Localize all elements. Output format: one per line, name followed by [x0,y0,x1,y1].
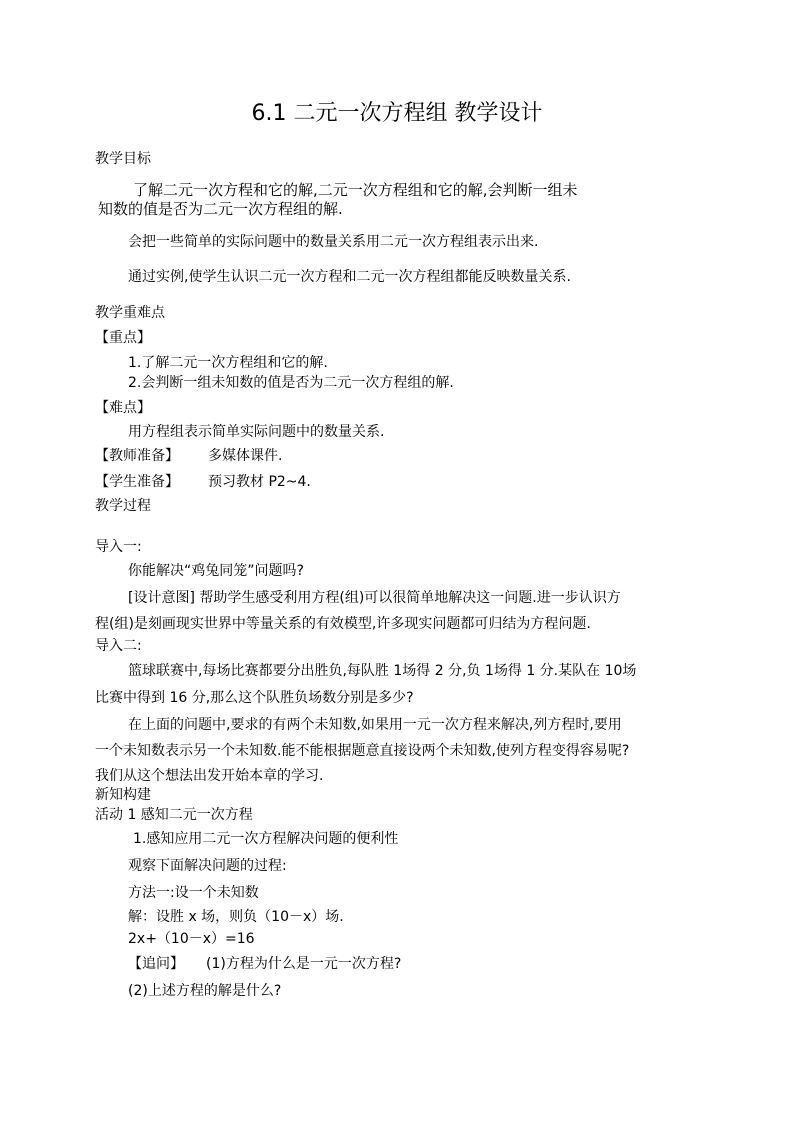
process-heading: 教学过程 [95,498,151,514]
followup-label: 【追问】 [128,956,184,972]
page-title: 6.1 二元一次方程组 教学设计 [251,101,543,126]
intro1-label: 导入一: [95,539,142,555]
goal-text-2: 会把一些简单的实际问题中的数量关系用二元一次方程组表示出来. [128,234,539,250]
key-label: 【重点】 [95,330,151,346]
difficulty-text: 用方程组表示简单实际问题中的数量关系. [128,424,385,440]
difficulty-label: 【难点】 [95,400,151,416]
intro2-p1-line-2: 比赛中得到 16 分,那么这个队胜负场数分别是多少? [95,690,414,706]
goal-text-line-2: 知数的值是否为二元一次方程组的解. [98,200,343,218]
followup-question-1: (1)方程为什么是一元一次方程? [206,956,402,972]
student-prep-label: 【学生准备】 [95,474,179,490]
student-prep-text: 预习教材 P2~4. [208,474,311,490]
activity-1-heading: 活动 1 感知二元一次方程 [95,807,253,823]
teacher-prep-text: 多媒体课件. [208,448,283,464]
intro2-p2-line-1: 在上面的问题中,要求的有两个未知数,如果用一元一次方程来解决,列方程时,要用 [128,717,622,733]
equation-text: 2x+（10－x）=16 [128,931,255,947]
followup-question-2: (2)上述方程的解是什么? [128,983,282,999]
teacher-prep-label: 【教师准备】 [95,448,179,464]
key-item-1: 1.了解二元一次方程组和它的解. [128,355,328,371]
intro2-label: 导入二: [95,638,142,654]
key-heading: 教学重难点 [95,305,165,321]
solution-text: 解：设胜 x 场，则负（10－x）场. [128,909,344,925]
observe-text: 观察下面解决问题的过程: [128,858,287,874]
goal-text-line-1: 了解二元一次方程和它的解,二元一次方程组和它的解,会判断一组未 [133,181,578,199]
intro1-design-line-1: [设计意图] 帮助学生感受利用方程(组)可以很简单地解决这一问题.进一步认识方 [128,590,621,606]
new-knowledge-heading: 新知构建 [95,787,151,803]
goals-heading: 教学目标 [95,151,151,167]
intro2-p2-line-2: 一个未知数表示另一个未知数.能不能根据题意直接设两个未知数,使列方程变得容易呢? [95,743,630,759]
intro2-p1-line-1: 篮球联赛中,每场比赛都要分出胜负,每队胜 1场得 2 分,负 1场得 1 分.某队在 10场 [128,663,637,679]
intro1-question: 你能解决“鸡兔同笼”问题吗? [128,563,304,579]
activity-1-item: 1.感知应用二元一次方程解决问题的便利性 [133,831,399,847]
intro2-p2-line-3: 我们从这个想法出发开始本章的学习. [95,768,324,784]
key-item-2: 2.会判断一组未知数的值是否为二元一次方程组的解. [128,375,454,391]
intro1-design-line-2: 程(组)是刻画现实世界中等量关系的有效模型,许多现实问题都可归结为方程问题. [95,616,591,632]
goal-text-3: 通过实例,使学生认识二元一次方程和二元一次方程组都能反映数量关系. [128,269,571,285]
method-1-text: 方法一:设一个未知数 [128,885,259,901]
